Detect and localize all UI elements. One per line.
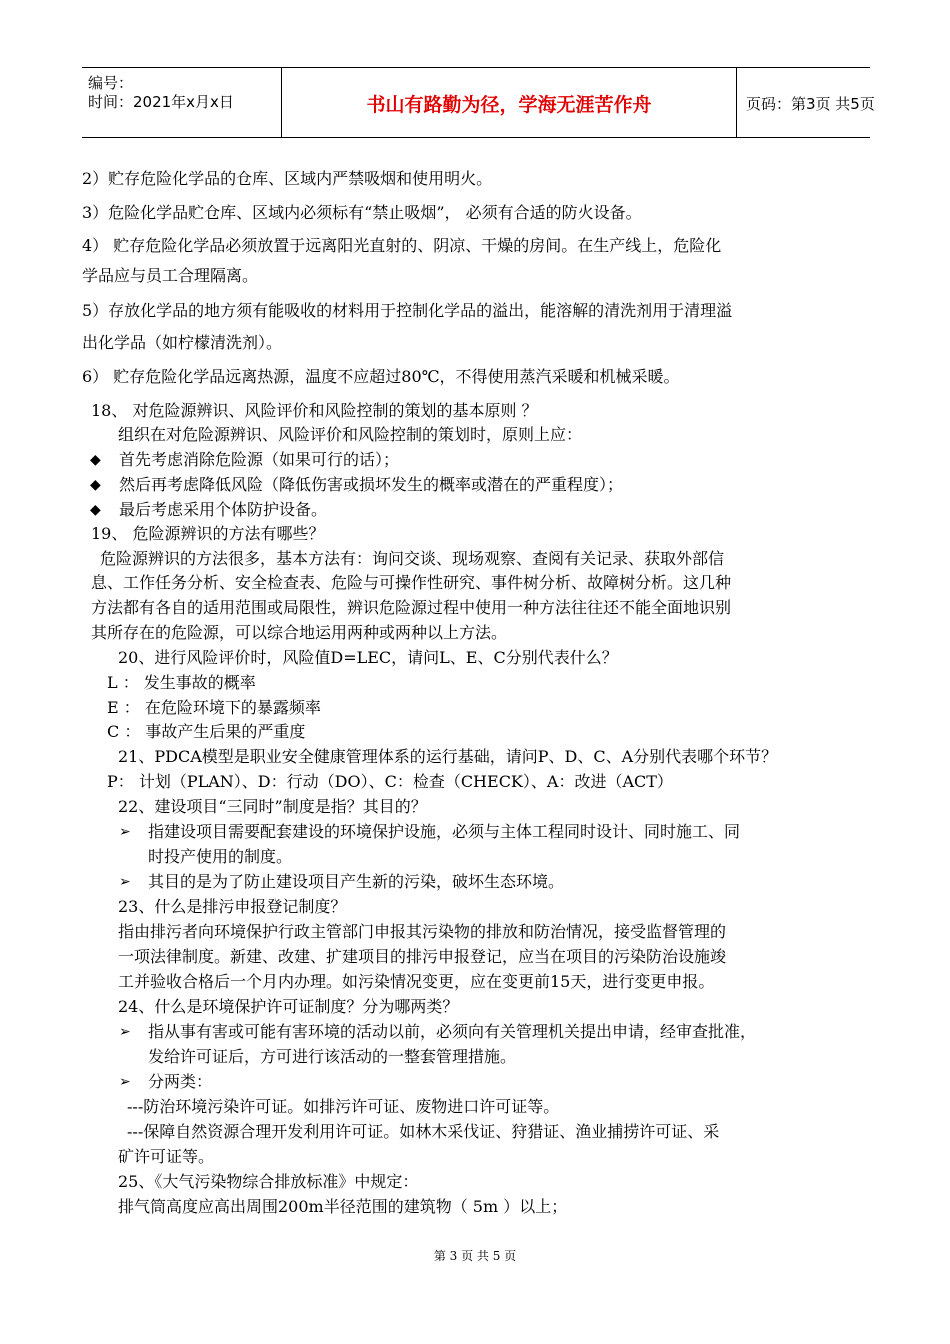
text-line: 工并验收合格后一个月内办理。如污染情况变更，应在变更前15天，进行变更申报。	[118, 972, 715, 991]
text-line: ---防治环境污染许可证。如排污许可证、废物进口许可证等。	[127, 1097, 560, 1116]
text-line: 5）存放化学品的地方须有能吸收的材料用于控制化学品的溢出，能溶解的清洗剂用于清理溢	[82, 301, 733, 320]
question-19: 19、 危险源辨识的方法有哪些？	[91, 524, 325, 543]
text-line: C ： 事故产生后果的严重度	[107, 722, 306, 741]
text-line: 6） 贮存危险化学品远离热源，温度不应超过80℃，不得使用蒸汽采暖和机械采暖。	[82, 367, 680, 386]
question-22: 22、建设项目“三同时”制度是指？其目的？	[118, 797, 427, 816]
text-line: 指由排污者向环境保护行政主管部门申报其污染物的排放和防治情况，接受监督管理的	[118, 922, 727, 941]
question-21: 21、PDCA模型是职业安全健康管理体系的运行基础，请问P、D、C、A分别代表哪个环节？	[118, 747, 778, 766]
text-line: 时投产使用的制度。	[148, 847, 293, 866]
question-18: 18、 对危险源辨识、风险评价和风险控制的策划的基本原则 ？	[91, 401, 538, 420]
text-line: 2）贮存危险化学品的仓库、区域内严禁吸烟和使用明火。	[82, 169, 493, 188]
page-footer: 第 3 页 共 5 页	[433, 1249, 517, 1263]
question-20: 20、进行风险评价时，风险值D=LEC，请问L、E、C分别代表什么？	[118, 648, 618, 667]
text-line: 排气筒高度应高出周围200m半径范围的建筑物（ 5m ）以上；	[118, 1197, 568, 1216]
text-line: 息、工作任务分析、安全检查表、危险与可操作性研究、事件树分析、故障树分析。这几种	[91, 573, 732, 592]
list-item: 指建设项目需要配套建设的环境保护设施，必须与主体工程同时设计、同时施工、同	[148, 822, 741, 841]
header-motto: 书山有路勤为径，学海无涯苦作舟	[366, 94, 652, 116]
page-header	[82, 67, 875, 138]
arrow-bullet-icon: ➢	[119, 1074, 131, 1090]
arrow-bullet-icon: ➢	[119, 824, 131, 840]
time-label: 时间：2021年x月x日	[88, 93, 234, 111]
question-24: 24、什么是环境保护许可证制度？分为哪两类？	[118, 997, 459, 1016]
text-line: L ： 发生事故的概率	[107, 673, 256, 692]
diamond-bullet-icon: ◆	[90, 477, 101, 493]
header-right-cell	[737, 68, 875, 137]
text-line: 发给许可证后，方可进行该活动的一整套管理措施。	[148, 1047, 517, 1066]
arrow-bullet-icon: ➢	[119, 1024, 131, 1040]
text-line: 矿许可证等。	[118, 1147, 215, 1166]
arrow-bullet-icon: ➢	[119, 874, 131, 890]
header-center-cell	[282, 68, 737, 137]
question-25: 25、《大气污染物综合排放标准》中规定：	[118, 1172, 419, 1191]
diamond-bullet-icon: ◆	[90, 502, 101, 518]
list-item: 最后考虑采用个体防护设备。	[119, 500, 328, 519]
text-line: P： 计划（PLAN）、D：行动（DO）、C：检查（CHECK）、A：改进（ACT）	[107, 772, 673, 791]
text-line: E ： 在危险环境下的暴露频率	[107, 698, 321, 717]
list-item: 首先考虑消除危险源（如果可行的话）；	[119, 450, 400, 469]
text-line: 出化学品（如柠檬清洗剂）。	[82, 333, 283, 352]
list-item: 其目的是为了防止建设项目产生新的污染，破坏生态环境。	[148, 872, 565, 891]
list-item: 指从事有害或可能有害环境的活动以前，必须向有关管理机关提出申请，经审查批准，	[148, 1022, 757, 1041]
text-line: ---保障自然资源合理开发利用许可证。如林木采伐证、狩猎证、渔业捕捞许可证、采	[127, 1122, 720, 1141]
list-item: 分两类：	[148, 1072, 213, 1091]
serial-label: 编号：	[88, 74, 134, 92]
list-item: 然后再考虑降低风险（降低伤害或损坏发生的概率或潜在的严重程度）；	[119, 475, 624, 494]
text-line: 3）危险化学品贮仓库、区域内必须标有“禁止吸烟”， 必须有合适的防火设备。	[82, 203, 642, 222]
text-line: 一项法律制度。新建、改建、扩建项目的排污申报登记，应当在项目的污染防治设施竣	[118, 947, 727, 966]
text-line: 4） 贮存危险化学品必须放置于远离阳光直射的、阴凉、干燥的房间。在生产线上，危险化	[82, 236, 722, 255]
text-line: 组织在对危险源辨识、风险评价和风险控制的策划时，原则上应：	[118, 425, 583, 444]
text-line: 方法都有各自的适用范围或局限性，辨识危险源过程中使用一种方法往往还不能全面地识别	[91, 598, 732, 617]
diamond-bullet-icon: ◆	[90, 452, 101, 468]
question-23: 23、什么是排污申报登记制度？	[118, 897, 347, 916]
page-number-label: 页码：第3页 共5页	[746, 95, 875, 113]
text-line: 危险源辨识的方法很多，基本方法有：询问交谈、现场观察、查阅有关记录、获取外部信	[100, 549, 725, 568]
text-line: 其所存在的危险源，可以综合地运用两种或两种以上方法。	[91, 623, 508, 642]
text-line: 学品应与员工合理隔离。	[82, 266, 259, 285]
header-left-cell	[82, 68, 282, 137]
